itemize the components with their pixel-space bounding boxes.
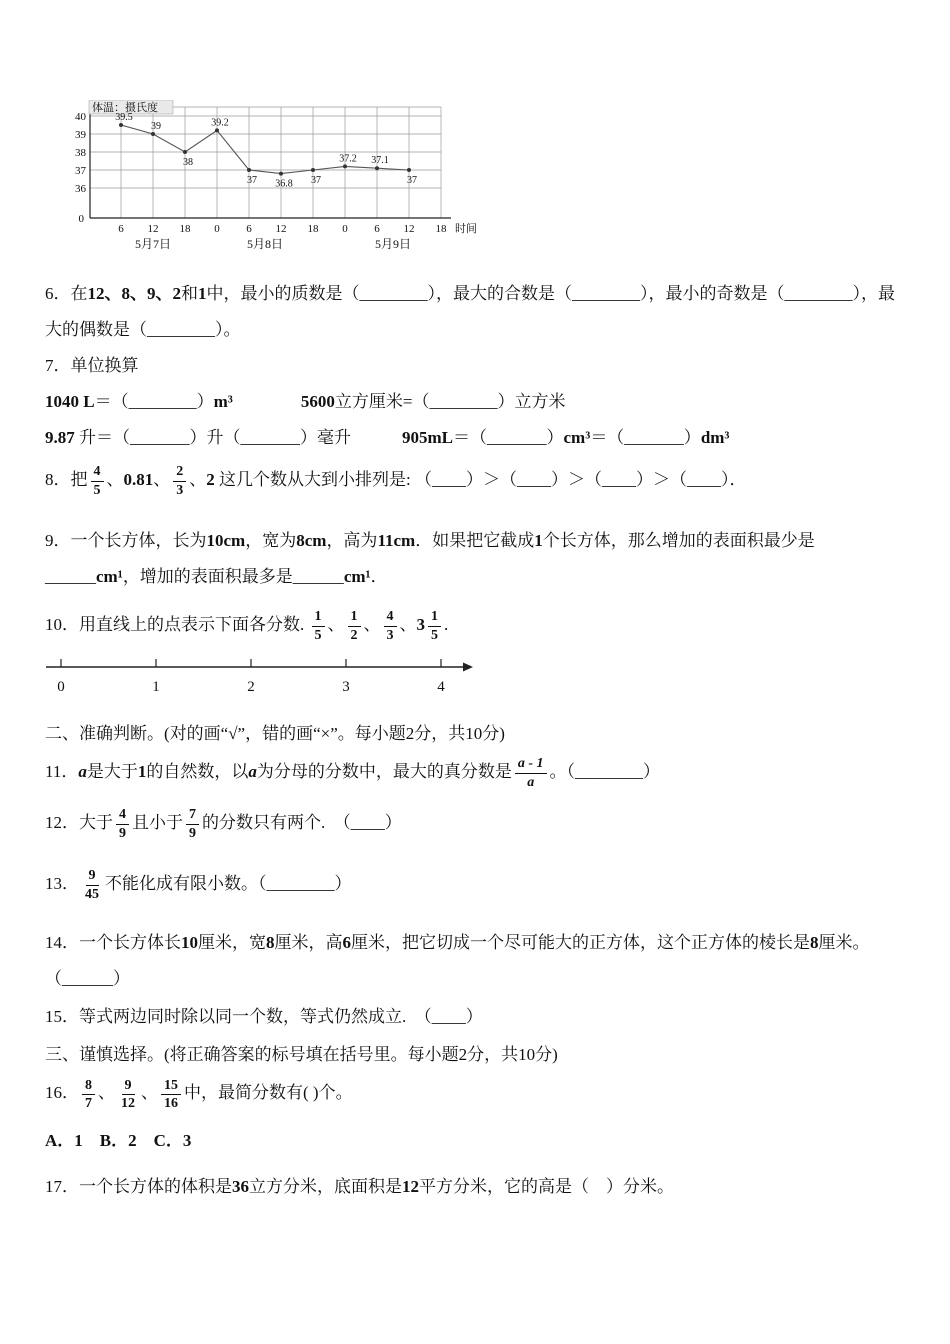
svg-text:36.8: 36.8	[275, 178, 293, 190]
number-line-svg	[45, 654, 485, 700]
fraction: $\frac{9}{45}$	[85, 868, 99, 902]
temperature-line-chart	[65, 100, 905, 262]
svg-text:18: 18	[307, 223, 319, 235]
question-9: 9．一个长方体，长为10cm，宽为8cm，高为11cm．如果把它截成1个长方体，那么增加的表面积最少是______cm¹，增加的表面积最多是______cm¹．	[45, 531, 815, 587]
svg-text:38: 38	[183, 157, 193, 168]
section-3-header: 三、谨慎选择。(将正确答案的标号填在括号里。每小题2分，共10分)	[45, 1045, 558, 1065]
svg-text:5月7日: 5月7日	[134, 237, 172, 251]
question-16: 16． $\frac{8}{7}$ 、 $\frac{9}{12}$ 、 $\frac{15}{16}$ 中，最简分数有( )个。	[45, 1077, 353, 1112]
fraction: $\frac{1}{5}$	[428, 608, 441, 644]
svg-text:39.5: 39.5	[115, 112, 133, 123]
emphasis-run: 11cm	[377, 531, 416, 551]
question-6: 6．在12、8、9、2和1中，最小的质数是（________），最大的合数是（________），最小的奇数是（________），最大的偶数是（________）。	[45, 284, 895, 339]
emphasis-run: 905mL	[402, 428, 453, 447]
svg-text:38: 38	[75, 147, 86, 159]
svg-text:时间: 时间	[455, 223, 477, 235]
emphasis-run: 0.81	[123, 470, 154, 489]
emphasis-run: cm¹	[96, 567, 123, 587]
emphasis-run: 8	[266, 933, 275, 953]
fraction: $\frac{1}{5}$	[312, 608, 325, 644]
svg-text:0: 0	[214, 223, 220, 235]
question-11: 11．a是大于1的自然数，以a为分母的分数中，最大的真分数是 $\frac{a - 1}{a}$ 。（________）	[45, 756, 661, 790]
svg-text:0: 0	[57, 679, 65, 696]
emphasis-run: A．1 B．2 C．3	[45, 1130, 192, 1150]
emphasis-run: 3	[416, 615, 425, 635]
question-17: 17．一个长方体的体积是36立方分米，底面积是12平方分米，它的高是（ ）分米。	[45, 1176, 674, 1196]
chart-svg	[65, 100, 495, 262]
emphasis-run: 1	[198, 284, 207, 303]
svg-text:37.2: 37.2	[339, 153, 357, 165]
svg-text:37: 37	[75, 165, 86, 177]
question-14: 14．一个长方体长10厘米，宽8厘米，高6厘米，把它切成一个尽可能大的正方体，这个正方体的棱长是8厘米。（______）	[45, 933, 870, 989]
emphasis-run: 12、8、9、2	[87, 284, 181, 303]
emphasis-run: 1	[137, 762, 147, 782]
emphasis-run: 5600	[300, 392, 335, 411]
emphasis-run: m³	[213, 392, 233, 411]
question-10: 10．用直线上的点表示下面各分数. $\frac{1}{5}$ 、 $\frac{1}{2}$ 、 $\frac{4}{3}$ 、3 $\frac{1}{5}$ .	[45, 609, 449, 643]
svg-text:40: 40	[75, 111, 86, 123]
section-2-header: 二、准确判断。(对的画“√”，错的画“×”。每小题2分，共10分)	[45, 724, 505, 744]
emphasis-run: a	[78, 762, 87, 782]
fraction: $\frac{2}{3}$	[173, 463, 186, 499]
svg-text:2: 2	[247, 679, 255, 696]
emphasis-run: cm³	[563, 428, 591, 447]
question-13: 13． $\frac{9}{45}$ 不能化成有限小数。（________）	[45, 868, 352, 902]
question-7-line1: 1040 L＝（________）m³ 5600立方厘米=（________）立方米	[45, 392, 566, 411]
fraction: $\frac{4}{9}$	[116, 806, 129, 842]
svg-text:6: 6	[118, 223, 124, 235]
emphasis-run: dm³	[700, 428, 730, 447]
svg-text:5月8日: 5月8日	[246, 237, 284, 251]
question-7-line2: 9.87 升＝（_______）升（_______）毫升 905mL＝（_______）cm³＝（_______）dm³	[45, 428, 730, 447]
fraction: $\frac{4}{3}$	[384, 608, 397, 644]
svg-text:18: 18	[435, 223, 447, 235]
svg-text:4: 4	[437, 679, 445, 696]
emphasis-run: 9.87	[45, 428, 75, 447]
emphasis-run: cm¹	[343, 567, 371, 587]
question-7-title: 7．单位换算	[45, 356, 139, 375]
svg-text:0: 0	[342, 223, 348, 235]
question-15: 15．等式两边同时除以同一个数，等式仍然成立. （____）	[45, 1007, 483, 1027]
svg-text:6: 6	[246, 223, 252, 235]
svg-text:6: 6	[374, 223, 380, 235]
svg-text:3: 3	[342, 679, 350, 696]
svg-text:12: 12	[403, 223, 415, 235]
svg-text:37: 37	[247, 175, 257, 186]
svg-text:39.2: 39.2	[211, 117, 229, 129]
emphasis-run: 10cm	[206, 531, 246, 551]
svg-text:1: 1	[152, 679, 160, 696]
svg-text:36: 36	[75, 183, 86, 195]
svg-text:39: 39	[151, 121, 161, 132]
svg-text:37: 37	[311, 175, 321, 186]
svg-text:37: 37	[407, 175, 417, 186]
emphasis-run: 12	[402, 1176, 419, 1196]
svg-text:体温：摄氏度: 体温：摄氏度	[92, 102, 158, 114]
emphasis-run: 6	[342, 933, 351, 953]
svg-text:39: 39	[75, 129, 86, 141]
svg-text:5月9日: 5月9日	[374, 237, 412, 251]
svg-text:0: 0	[78, 213, 84, 225]
emphasis-run: 1	[534, 531, 543, 551]
svg-text:12: 12	[275, 223, 287, 235]
svg-text:37.1: 37.1	[371, 155, 389, 167]
emphasis-run: 36	[232, 1176, 249, 1196]
svg-text:12: 12	[147, 223, 159, 235]
fraction: $\frac{9}{12}$	[121, 1077, 135, 1112]
fraction: $\frac{15}{16}$	[161, 1077, 181, 1113]
emphasis-run: 1040 L	[45, 392, 95, 411]
question-8: 8．把 $\frac{4}{5}$ 、0.81、 $\frac{2}{3}$ 、2 这几个数从大到小排列是: （____）＞（____）＞（____）＞（____）．	[45, 464, 747, 498]
emphasis-run: 8cm	[296, 531, 327, 551]
question-12: 12．大于 $\frac{4}{9}$ 且小于 $\frac{7}{9}$ 的分数只有两个. （____）	[45, 807, 402, 841]
question-16-options	[45, 1123, 905, 1159]
number-line	[45, 654, 905, 700]
fraction: $\frac{4}{5}$	[91, 463, 104, 499]
svg-text:18: 18	[179, 223, 191, 235]
emphasis-run: 2	[206, 470, 215, 489]
fraction: $\frac{7}{9}$	[186, 806, 199, 842]
emphasis-run: 10	[181, 933, 198, 953]
emphasis-run: a	[248, 762, 257, 782]
emphasis-run: 8	[810, 933, 819, 953]
fraction: $\frac{a - 1}{a}$	[515, 755, 547, 791]
fraction: $\frac{8}{7}$	[82, 1077, 95, 1113]
fraction: $\frac{1}{2}$	[348, 608, 361, 644]
